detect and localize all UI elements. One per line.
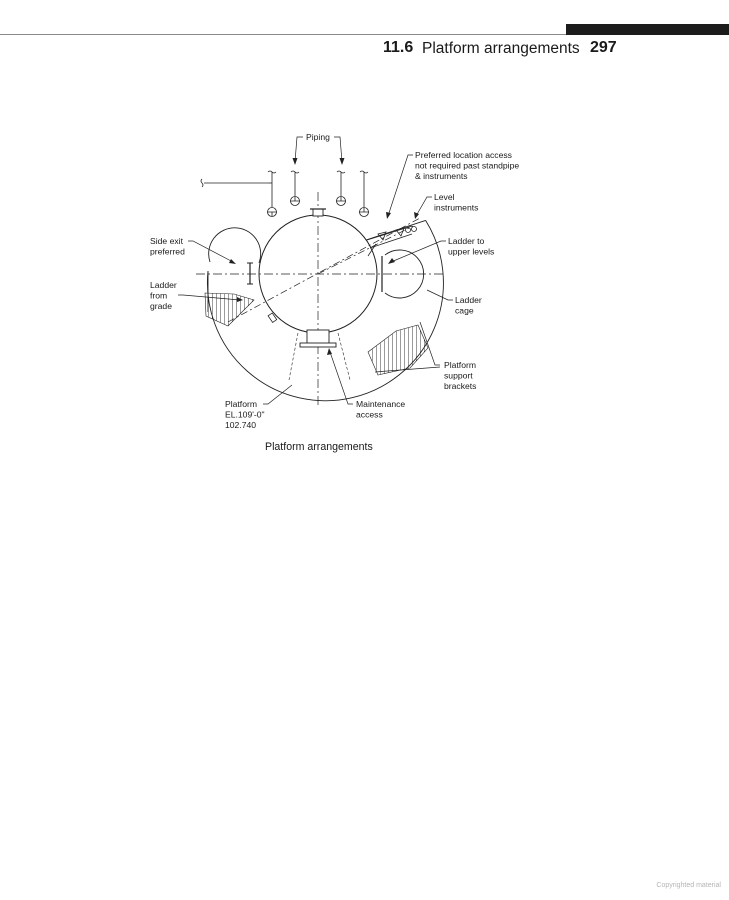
diagonal-centerline (228, 218, 420, 322)
maintenance-nozzle (307, 330, 329, 344)
support-bracket-left (205, 293, 254, 326)
top-nozzle (313, 209, 323, 216)
label-piping: Piping (306, 132, 330, 142)
side-exit-loop (209, 228, 261, 263)
label-ladder-upper: Ladder to upper levels (448, 236, 495, 257)
page-number: 297 (590, 39, 617, 56)
label-side-exit: Side exit preferred (150, 236, 185, 257)
label-support-brackets: Platform support brackets (444, 360, 477, 391)
label-preferred-location: Preferred location access not required past standpipe & instruments (415, 150, 520, 181)
watermark: Copyrighted material (656, 882, 721, 889)
pipe-2 (290, 171, 300, 206)
section-number: 11.6 (383, 39, 414, 56)
label-maintenance-access: Maintenance access (356, 399, 406, 420)
label-level-instruments: Level instruments (434, 192, 479, 213)
section-title: Platform arrangements (422, 40, 580, 57)
pipe-1 (267, 171, 277, 217)
figure-caption: Platform arrangements (265, 441, 373, 453)
pipe-horizontal (201, 179, 272, 187)
label-platform-elevation: Platform EL.109'-0" 102.740 (225, 399, 265, 430)
support-bracket-right (368, 325, 428, 375)
pipe-4 (359, 171, 369, 217)
label-ladder-cage: Ladder cage (455, 295, 482, 316)
label-ladder-grade: Ladder from grade (150, 280, 177, 311)
pipe-3 (336, 171, 346, 206)
